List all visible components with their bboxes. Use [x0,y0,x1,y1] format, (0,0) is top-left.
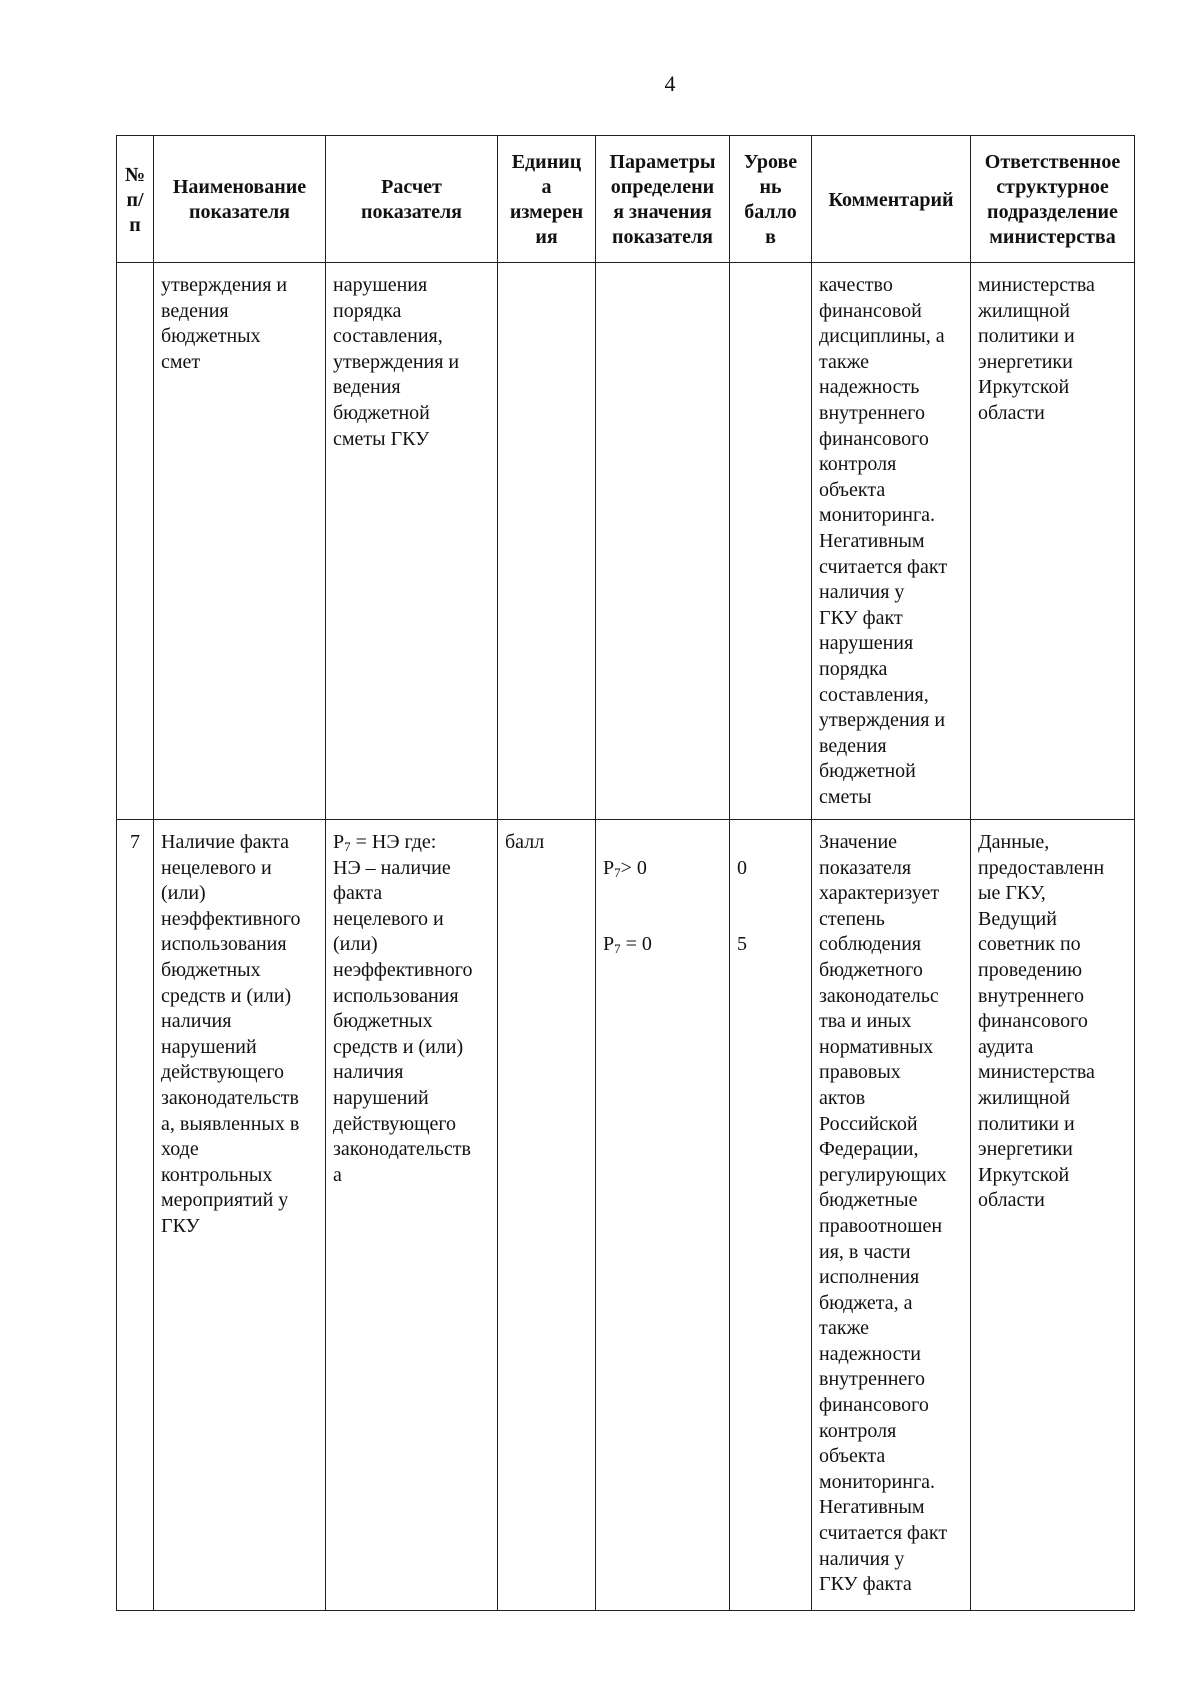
cell-responsible: Данные, предоставленн ые ГКУ, Ведущий советник по проведению внутреннего финансового аудита министерства жилищной политики и энергетики Иркутской области [971,820,1135,1611]
header-name: Наименование показателя [154,136,326,263]
table-row [117,263,1135,820]
indicators-table [116,135,1135,1611]
cell-comment: Значение показателя характеризует степень соблюдения бюджетного законодательс тва и иных нормативных правовых актов Российской Федерации, регулирующих бюджетные правоотношен ия, в части исполнения бюджета, а также надежности внутреннего финансового контроля объекта мониторинга. Негативным считается факт наличия у ГКУ факта [812,820,971,1611]
formula-subscript: 7 [344,839,351,854]
cell-name: утверждения и ведения бюджетных смет [154,263,326,820]
table-header-row [117,136,1135,263]
cell-params [596,820,730,1611]
cell-num: 7 [117,820,154,1611]
level-value: 5 [737,932,747,955]
page-number: 4 [664,71,676,96]
cell-calc: нарушения порядка составления, утверждения и ведения бюджетной сметы ГКУ [326,263,498,820]
cell-params [596,263,730,820]
cell-unit [498,263,596,820]
cell-responsible: министерства жилищной политики и энергетики Иркутской области [971,263,1135,820]
header-responsible: Ответственное структурное подразделение министерства [971,136,1135,263]
header-comment: Комментарий [812,136,971,263]
cell-num [117,263,154,820]
cell-calc [326,820,498,1611]
cell-levels [730,263,812,820]
cell-levels [730,820,812,1611]
cell-name: Наличие факта нецелевого и (или) неэффективного использования бюджетных средств и (или) наличия нарушений действующего законодательств а, выявленных в ходе контрольных мероприятий у ГКУ [154,820,326,1611]
formula-symbol: Р [333,831,345,853]
formula-text: = НЭ где: НЭ – наличие факта нецелевого и (или) неэффективного использования бюджетных средств и (или) наличия нарушений действующего законодательств а [333,831,473,1186]
table-row [117,820,1135,1611]
header-params: Параметры определени я значения показателя [596,136,730,263]
cell-comment: качество финансовой дисциплины, а также надежность внутреннего финансового контроля объекта мониторинга. Негативным считается факт наличия у ГКУ факт нарушения порядка составления, утверждения и ведения бюджетной сметы [812,263,971,820]
cell-unit: балл [498,820,596,1611]
header-levels: Урове нь балло в [730,136,812,263]
header-num: № п/ п [117,136,154,263]
param-condition: $Р_7 = 0$ [603,932,652,956]
param-condition: $Р_7> 0$ [603,856,647,880]
level-value: 0 [737,856,747,879]
header-calc: Расчет показателя [326,136,498,263]
header-unit: Единиц а измерен ия [498,136,596,263]
